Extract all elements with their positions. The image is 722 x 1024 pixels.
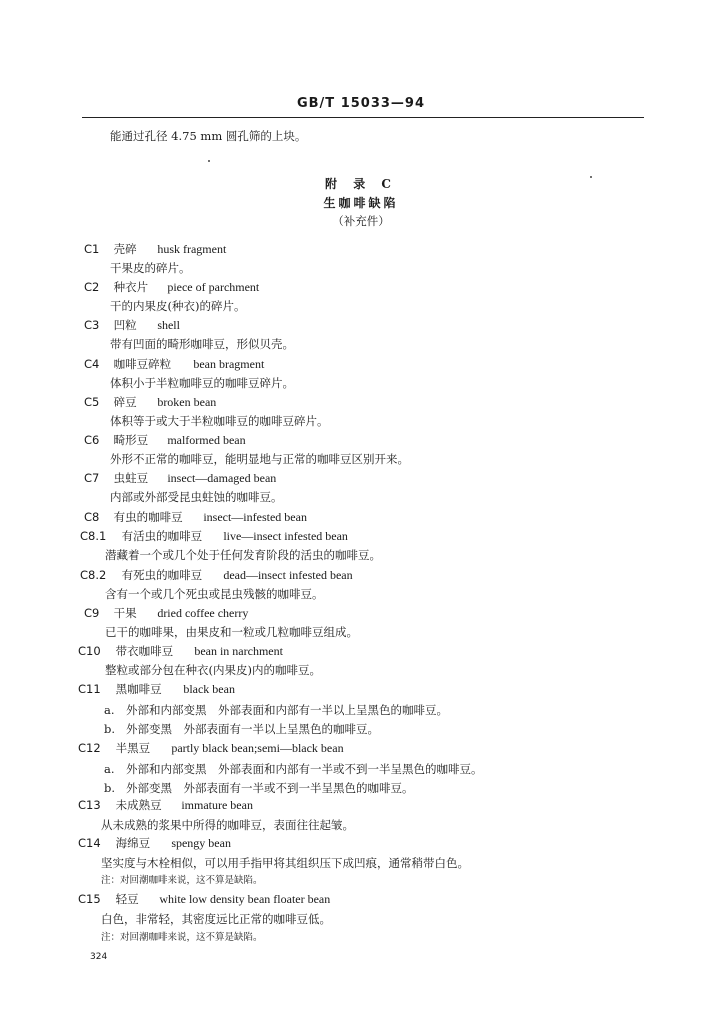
- standard-header: GB/T 15033—94: [296, 96, 426, 111]
- continuation-text: 能通过孔径 4.75 mm 圆孔筛的上块。: [110, 129, 307, 143]
- entry-code: C4: [84, 357, 100, 371]
- appendix-note: （补充件）: [332, 214, 390, 228]
- entry-term-zh: 虫蛀豆: [113, 471, 149, 485]
- header-rule: [82, 117, 644, 118]
- entry-code: C13: [78, 798, 101, 812]
- entry-code: C14: [78, 836, 101, 850]
- entry-code: C15: [78, 892, 101, 906]
- entry-code: C7: [84, 471, 100, 485]
- entry-term-zh: 有活虫的咖啡豆: [121, 529, 203, 543]
- page-number: 324: [90, 952, 108, 962]
- entry-term-en: immature bean: [181, 798, 253, 812]
- entry-code: C2: [84, 280, 100, 294]
- entry-description: 从未成熟的浆果中所得的咖啡豆，表面往往起皱。: [101, 818, 354, 832]
- sub-item: [104, 780, 414, 796]
- entry-term-zh: 壳碎: [113, 242, 137, 256]
- entry-description: 体积等于或大于半粒咖啡豆的咖啡豆碎片。: [110, 414, 329, 428]
- entry-term-en: partly black bean;semi—black bean: [171, 741, 344, 755]
- entry-term-en: husk fragment: [157, 242, 227, 256]
- entry-term-zh: 轻豆: [115, 892, 139, 906]
- entry-description: 干果皮的碎片。: [110, 261, 191, 275]
- entry-term-en: white low density bean floater bean: [159, 892, 331, 906]
- sub-item-text: 外部变黑 外部表面有一半以上呈黑色的咖啡豆。: [126, 722, 379, 736]
- sub-item-text: 外部和内部变黑 外部表面和内部有一半或不到一半呈黑色的咖啡豆。: [126, 762, 483, 776]
- entry-code: C3: [84, 318, 100, 332]
- entry-code: C6: [84, 433, 100, 447]
- entry-term-zh: 带衣咖啡豆: [115, 644, 174, 658]
- entry-description: 白色，非常轻，其密度远比正常的咖啡豆低。: [101, 912, 331, 926]
- entry-term-en: bean bragment: [193, 357, 265, 371]
- appendix-subtitle: 生咖啡缺陷: [323, 196, 399, 210]
- entry-description: 已干的咖啡果，由果皮和一粒或几粒咖啡豆组成。: [105, 625, 358, 639]
- entry-term-zh: 干果: [113, 606, 137, 620]
- sub-item-label: b.: [104, 722, 116, 736]
- entry-term-zh: 畸形豆: [113, 433, 149, 447]
- entry-description: 坚实度与木栓相似，可以用手指甲将其组织压下成凹痕，通常稍带白色。: [101, 856, 469, 870]
- entry-term-en: broken bean: [157, 395, 217, 409]
- entry-term-zh: 咖啡豆碎粒: [113, 357, 172, 371]
- entry-term-zh: 海绵豆: [115, 836, 151, 850]
- entry-term-en: dead—insect infested bean: [223, 568, 353, 582]
- entry-term-en: dried coffee cherry: [157, 606, 249, 620]
- sub-item: [104, 721, 379, 737]
- sub-item-text: 外部和内部变黑 外部表面和内部有一半以上呈黑色的咖啡豆。: [126, 703, 448, 717]
- entry-description: 外形不正常的咖啡豆，能明显地与正常的咖啡豆区别开来。: [110, 452, 409, 466]
- entry-note: 注：对回潮咖啡来说，这不算是缺陷。: [101, 932, 263, 943]
- sub-item: [104, 761, 483, 777]
- entry-description: 内部或外部受昆虫蛀蚀的咖啡豆。: [110, 490, 283, 504]
- entry-code: C10: [78, 644, 101, 658]
- entry-description: 带有凹面的畸形咖啡豆，形似贝壳。: [110, 337, 294, 351]
- entry-term-zh: 黑咖啡豆: [115, 682, 162, 696]
- sub-item-label: b.: [104, 781, 116, 795]
- entry-description: 干的内果皮(种衣)的碎片。: [110, 299, 246, 313]
- sub-item-label: a.: [104, 762, 115, 776]
- entry-term-zh: 有死虫的咖啡豆: [121, 568, 203, 582]
- entry-code: C8.1: [80, 529, 107, 543]
- entry-code: C11: [78, 682, 101, 696]
- entry-note: 注：对回潮咖啡来说，这不算是缺陷。: [101, 875, 263, 886]
- sub-item-text: 外部变黑 外部表面有一半或不到一半呈黑色的咖啡豆。: [126, 781, 414, 795]
- entry-term-en: piece of parchment: [167, 280, 260, 294]
- entry-term-zh: 碎豆: [113, 395, 137, 409]
- scan-speck: [590, 176, 592, 178]
- entry-term-en: bean in narchment: [194, 644, 283, 658]
- entry-term-zh: 有虫的咖啡豆: [113, 510, 183, 524]
- entry-code: C1: [84, 242, 100, 256]
- entry-term-en: insect—damaged bean: [167, 471, 277, 485]
- entry-term-zh: 未成熟豆: [115, 798, 162, 812]
- entry-term-zh: 半黑豆: [115, 741, 151, 755]
- entry-term-en: shell: [157, 318, 180, 332]
- entry-description: 含有一个或几个死虫或昆虫残骸的咖啡豆。: [105, 587, 324, 601]
- entry-code: C8.2: [80, 568, 107, 582]
- scan-speck: [208, 160, 210, 162]
- entry-term-zh: 凹粒: [113, 318, 137, 332]
- entry-code: C5: [84, 395, 100, 409]
- sub-item-label: a.: [104, 703, 115, 717]
- entry-description: 体积小于半粒咖啡豆的咖啡豆碎片。: [110, 376, 294, 390]
- entry-code: C12: [78, 741, 101, 755]
- entry-description: 整粒或部分包在种衣(内果皮)内的咖啡豆。: [105, 663, 321, 677]
- appendix-title: 附 录 C: [325, 177, 397, 191]
- entry-code: C9: [84, 606, 100, 620]
- entry-code: C8: [84, 510, 100, 524]
- entry-term-zh: 种衣片: [113, 280, 149, 294]
- entry-term-en: malformed bean: [167, 433, 246, 447]
- entry-description: 潜藏着一个或几个处于任何发育阶段的活虫的咖啡豆。: [105, 548, 381, 562]
- entry-term-en: spengy bean: [171, 836, 231, 850]
- entry-term-en: insect—infested bean: [203, 510, 307, 524]
- entry-term-en: black bean: [183, 682, 235, 696]
- entry-term-en: live—insect infested bean: [223, 529, 348, 543]
- sub-item: [104, 702, 448, 718]
